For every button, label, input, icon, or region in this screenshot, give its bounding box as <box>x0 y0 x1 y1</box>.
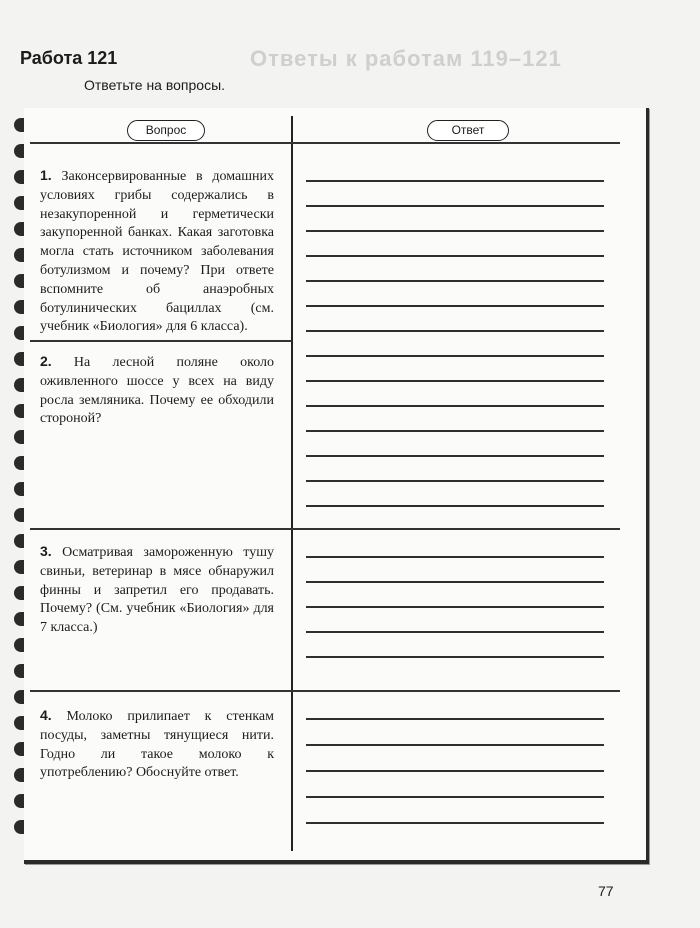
answer-line[interactable] <box>306 556 604 558</box>
row-separator <box>30 690 620 692</box>
row-separator <box>30 528 620 530</box>
question-header: Вопрос <box>127 120 205 141</box>
answer-line[interactable] <box>306 718 604 720</box>
answer-line[interactable] <box>306 180 604 182</box>
question-text: Осматривая замороженную тушу свиньи, ветеринар в мясе обнаружил финны и запретил его продавать. Почему? (См. учебник «Биология» для 7 класса.) <box>40 545 274 636</box>
question-text: Молоко прилипает к стенкам посуды, заметны тянущиеся нити. Годно ли такое молоко к употреблению? Обоснуйте ответ. <box>40 709 274 781</box>
show-through-heading: Ответы к работам 119–121 <box>250 46 562 71</box>
question-4 <box>40 706 274 783</box>
question-number: 4. <box>40 707 52 723</box>
answer-line[interactable] <box>306 355 604 357</box>
answer-line[interactable] <box>306 405 604 407</box>
question-number: 2. <box>40 353 52 369</box>
answer-line[interactable] <box>306 330 604 332</box>
question-text: На лесной поляне около оживленного шоссе у всех на виду росла земляника. Почему ее обходили стороной? <box>40 355 275 427</box>
answer-line[interactable] <box>306 430 604 432</box>
question-2 <box>40 352 274 429</box>
answer-line[interactable] <box>306 480 604 482</box>
row-separator <box>30 340 292 342</box>
answer-line[interactable] <box>306 581 604 583</box>
answer-line[interactable] <box>306 770 604 772</box>
answer-line[interactable] <box>306 822 604 824</box>
question-number: 1. <box>40 167 52 183</box>
answer-line[interactable] <box>306 305 604 307</box>
answer-line[interactable] <box>306 796 604 798</box>
answer-line[interactable] <box>306 280 604 282</box>
answer-line[interactable] <box>306 205 604 207</box>
header-rule <box>30 142 620 144</box>
page-number: 77 <box>598 883 614 899</box>
question-text: Законсервированные в домашних условиях грибы содержались в незакупоренной и герметически закупоренной банках. Какая заготовка могла стать источником заболевания ботулизмом и почему? При ответе вспомните об анаэробных ботулинических бациллах (см. учебник «Биология» для 6 класса). <box>40 169 274 335</box>
answer-header: Ответ <box>427 120 509 141</box>
work-title: Работа 121 <box>20 48 118 68</box>
answer-line[interactable] <box>306 455 604 457</box>
answer-line[interactable] <box>306 631 604 633</box>
answer-line[interactable] <box>306 656 604 658</box>
answer-line[interactable] <box>306 230 604 232</box>
answer-line[interactable] <box>306 606 604 608</box>
answer-line[interactable] <box>306 380 604 382</box>
answer-line[interactable] <box>306 744 604 746</box>
question-number: 3. <box>40 543 52 559</box>
answer-line[interactable] <box>306 255 604 257</box>
answer-line[interactable] <box>306 505 604 507</box>
column-divider <box>291 116 293 851</box>
question-1 <box>40 166 274 337</box>
worksheet <box>24 108 649 864</box>
instruction-text: Ответьте на вопросы. <box>84 77 226 93</box>
question-3 <box>40 542 274 638</box>
